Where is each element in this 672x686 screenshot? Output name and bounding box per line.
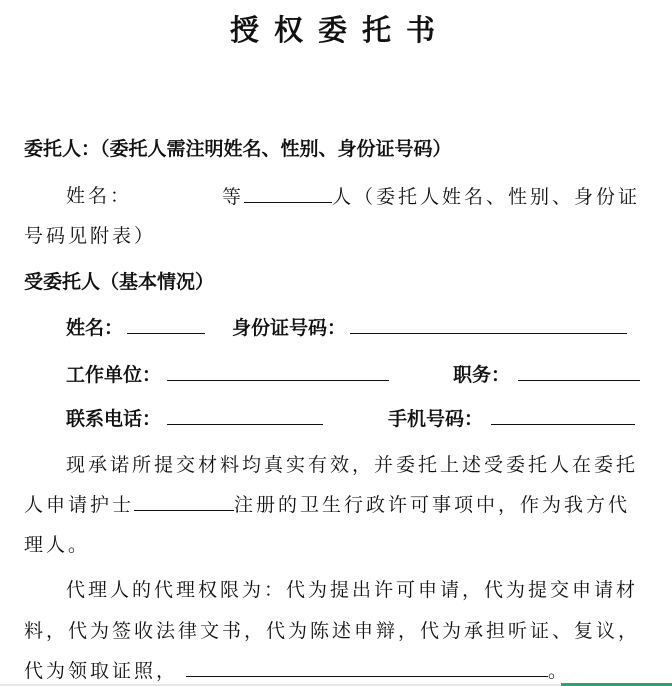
agent-mobile-row <box>388 406 635 431</box>
agent-name-blank[interactable] <box>127 315 205 334</box>
agent-work-unit-label: 工作单位： <box>66 364 162 386</box>
principal-name-label: 姓名： <box>66 185 133 207</box>
agent-position-label: 职务： <box>453 364 511 386</box>
paragraph2-line2: 料，代为签收法律文书，代为陈述申辩，代为承担听证、复议， <box>24 620 641 642</box>
agent-work-unit-blank[interactable] <box>167 362 389 381</box>
paragraph1-line2 <box>24 492 630 517</box>
agent-id-row <box>232 315 627 340</box>
other-authority-blank[interactable] <box>186 658 548 677</box>
paragraph1-line1: 现承诺所提交材料均真实有效，并委托上述受委托人在委托 <box>66 454 639 476</box>
agent-work-unit-row <box>66 362 389 387</box>
paragraph2-line1: 代理人的代理权限为：代为提出许可申请，代为提交申请材 <box>66 579 639 601</box>
principal-count-row <box>222 184 640 209</box>
paragraph2-line3-prefix: 代为领取证照， <box>24 660 179 682</box>
agent-mobile-blank[interactable] <box>491 406 635 425</box>
agent-heading: 受委托人（基本情况） <box>24 271 215 293</box>
paragraph1-line2-suffix: 注册的卫生行政许可事项中，作为我方代 <box>234 494 631 516</box>
agent-name-label: 姓名： <box>66 317 124 339</box>
principal-name-row <box>66 184 132 208</box>
paragraph1-line3: 理人。 <box>24 534 91 556</box>
document-title: 授权委托书 <box>229 13 450 47</box>
agent-mobile-label: 手机号码： <box>388 408 484 430</box>
principal-count-prefix: 等 <box>222 186 245 208</box>
agent-position-blank[interactable] <box>518 362 640 381</box>
principal-heading: 委托人：（委托人需注明姓名、性别、身份证号码） <box>24 138 452 160</box>
agent-id-label: 身份证号码： <box>232 317 347 339</box>
principal-count-blank[interactable] <box>244 184 332 203</box>
principal-count-suffix: 人（委托人姓名、性别、身份证 <box>332 186 641 208</box>
agent-phone-blank[interactable] <box>167 406 323 425</box>
agent-name-row <box>66 315 205 340</box>
agent-phone-label: 联系电话： <box>66 408 162 430</box>
paragraph2-line3 <box>24 658 570 683</box>
agent-position-row <box>453 362 640 387</box>
principal-name-line2: 号码见附表） <box>24 225 157 247</box>
nurse-type-blank[interactable] <box>134 492 234 511</box>
agent-id-blank[interactable] <box>350 315 627 334</box>
agent-phone-row <box>66 406 323 431</box>
paragraph2-line3-suffix: 。 <box>548 660 571 682</box>
paragraph1-line2-prefix: 人申请护士 <box>24 494 135 516</box>
